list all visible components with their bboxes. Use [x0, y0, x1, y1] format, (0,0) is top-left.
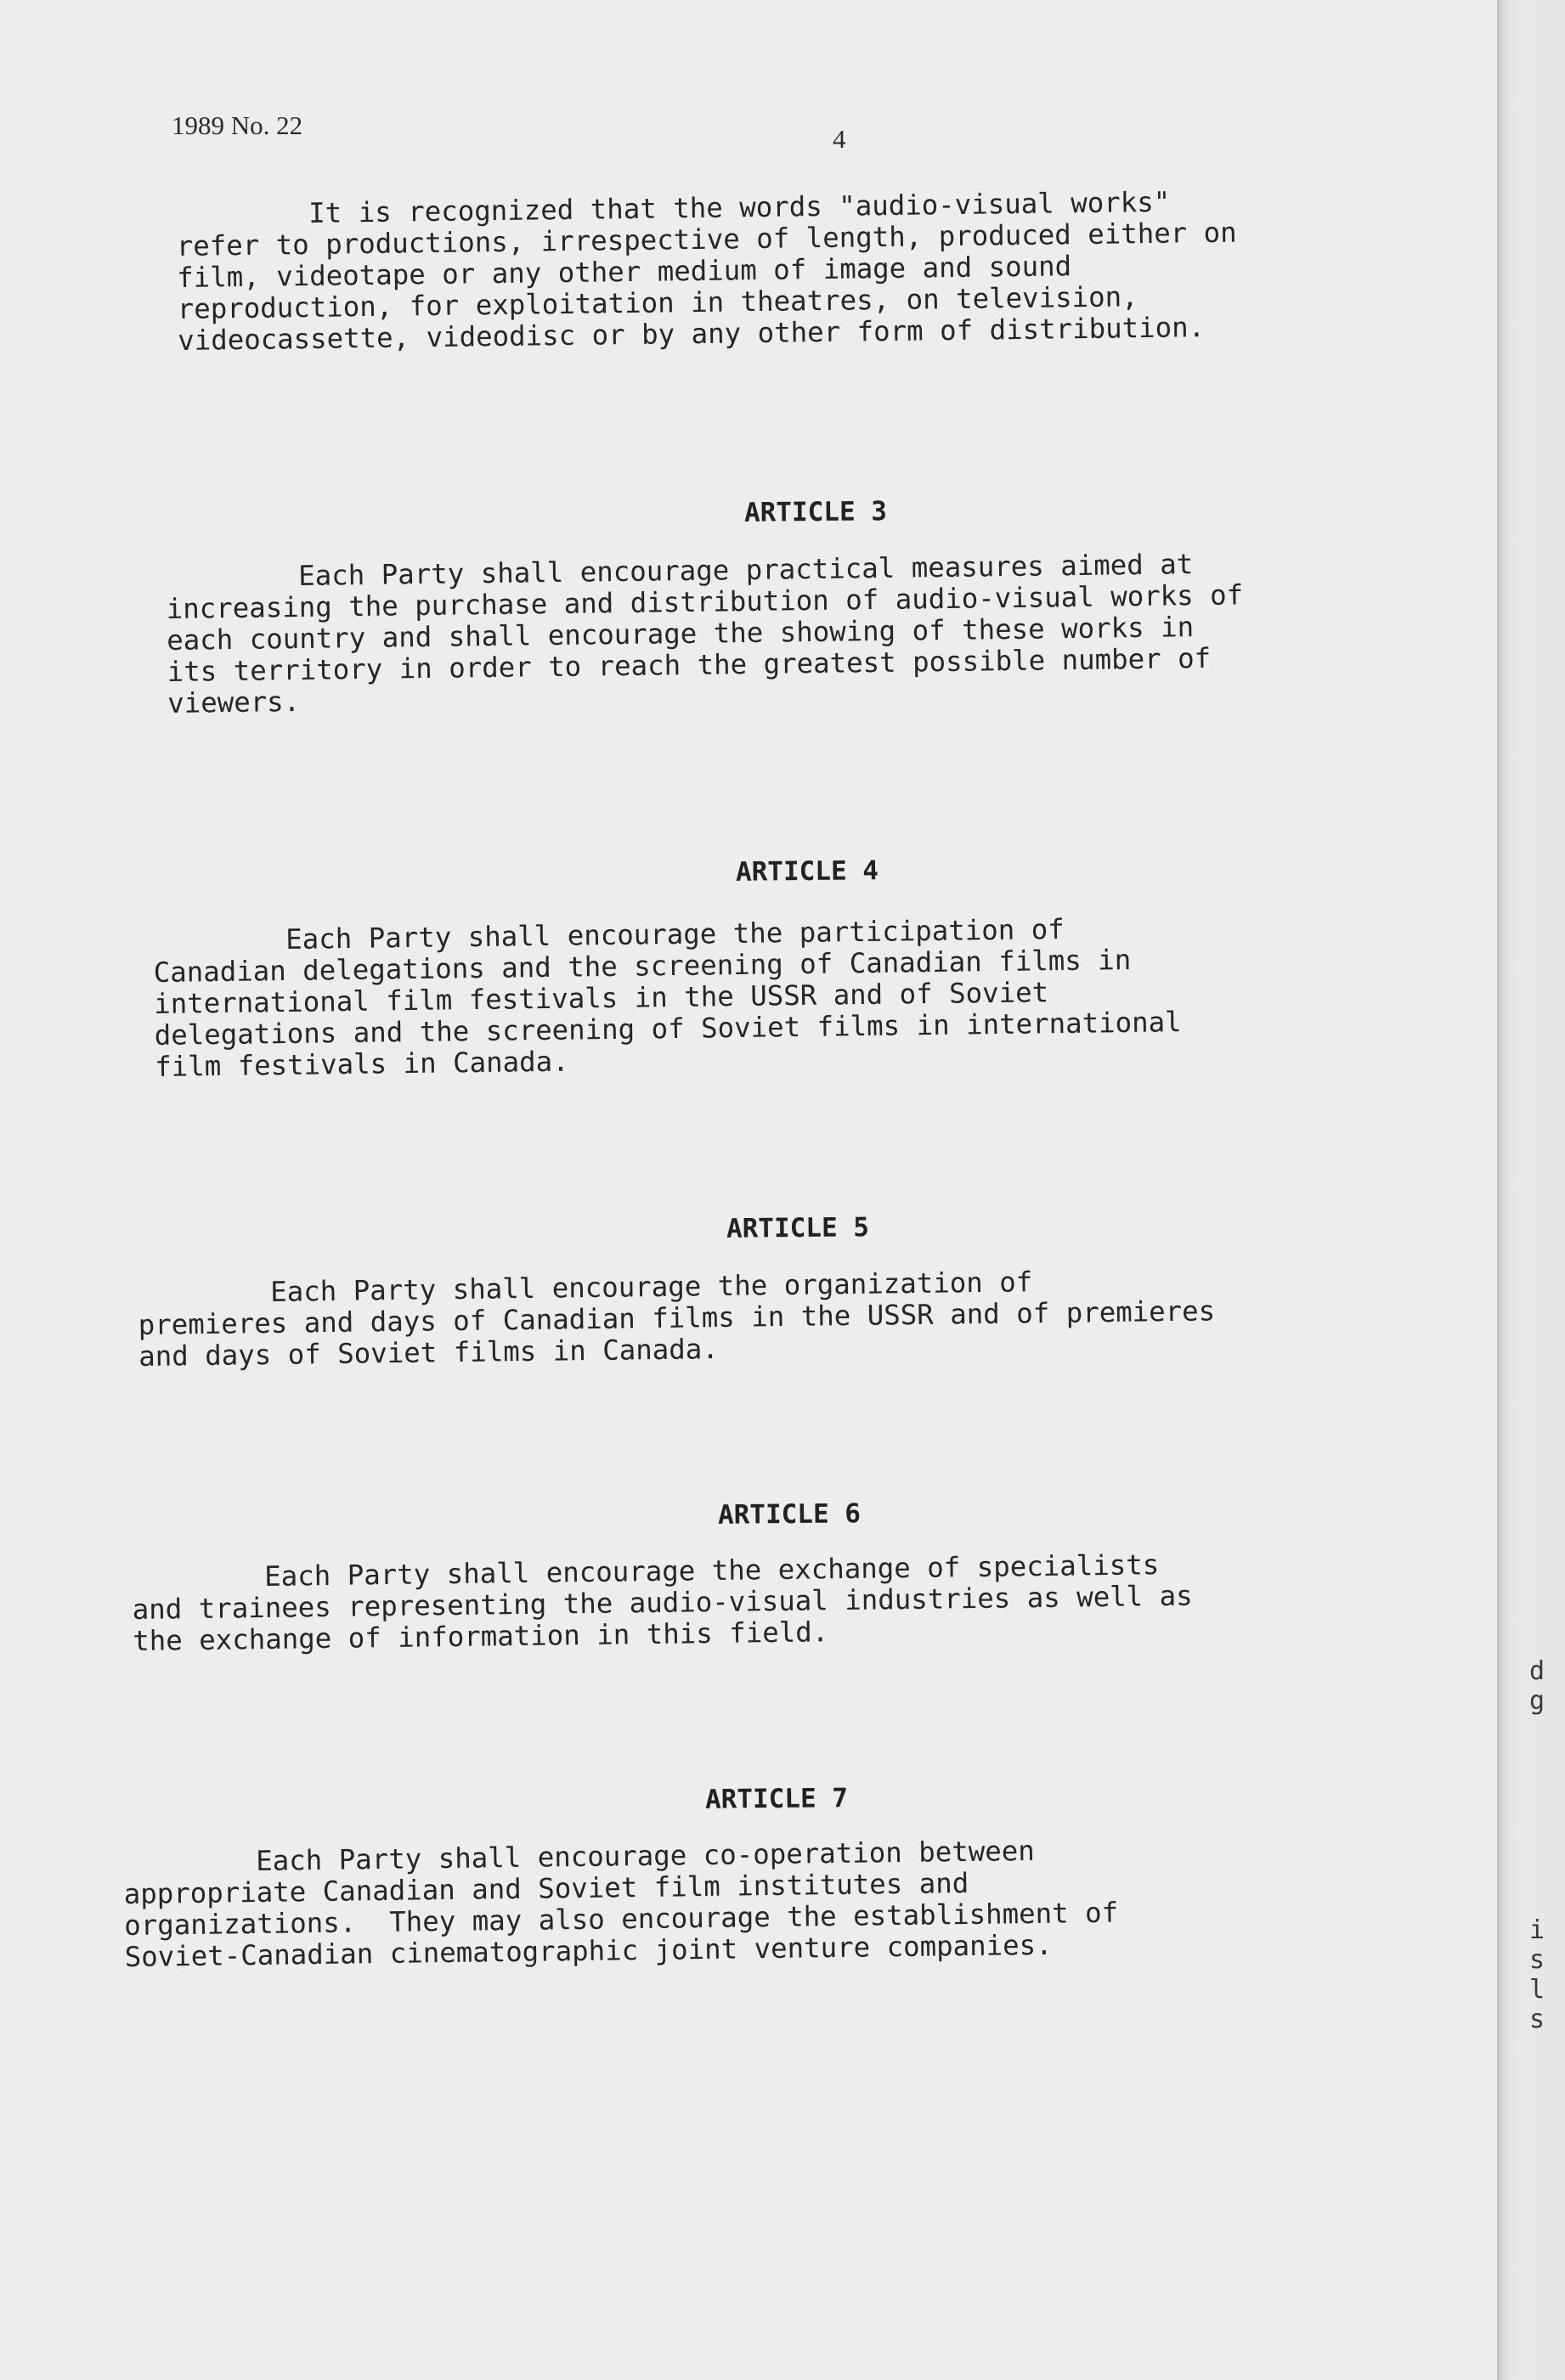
document-reference: 1989 No. 22	[172, 110, 303, 140]
edge-glyph: d	[1529, 1656, 1545, 1686]
edge-glyph: s	[1529, 1945, 1545, 1975]
article-5-text: Each Party shall encourage the organization of premieres and days of Canadian films in the USSR and of premieres and days of Soviet films in Canada.	[137, 1266, 1216, 1373]
article-7-text: Each Party shall encourage co-operation between appropriate Canadian and Soviet film institutes and organizations. They may also encourage the establishment of Soviet-Canadian cinematographic joint venture companies.	[122, 1834, 1119, 1973]
intro-paragraph: It is recognized that the words "audio-visual works" refer to productions, irrespective of length, produced either on film, videotape or any other medium of image and sound reproduction, for exploitation in theatres, on television, videocassette, videodisc or by any other form of distribution.	[175, 185, 1237, 357]
edge-glyph: l	[1529, 1975, 1545, 2005]
edge-glyph: g	[1529, 1686, 1545, 1716]
article-4-text: Each Party shall encourage the participation of Canadian delegations and the screening of Canadian films in international film festivals in the USSR and of Soviet delegations and the screening of Soviet films in international film festivals in Canada.	[152, 912, 1182, 1083]
edge-glyph: s	[1529, 2005, 1545, 2034]
article-5-heading: ARTICLE 5	[726, 1212, 870, 1244]
edge-glyph: i	[1529, 1915, 1545, 1945]
article-7-heading: ARTICLE 7	[704, 1783, 849, 1815]
article-4-heading: ARTICLE 4	[735, 855, 879, 888]
article-6-text: Each Party shall encourage the exchange of specialists and trainees representing the audio-visual industries as well as the exchange of information in this field.	[131, 1548, 1193, 1657]
article-3-heading: ARTICLE 3	[743, 496, 888, 528]
page-number: 4	[833, 124, 846, 154]
article-6-heading: ARTICLE 6	[717, 1498, 862, 1531]
article-3-text: Each Party shall encourage practical measures aimed at increasing the purchase and distribution of audio-visual works of each country and shall encourage the showing of these works in its territory in order to reach the greatest possible number of viewers.	[165, 548, 1244, 719]
